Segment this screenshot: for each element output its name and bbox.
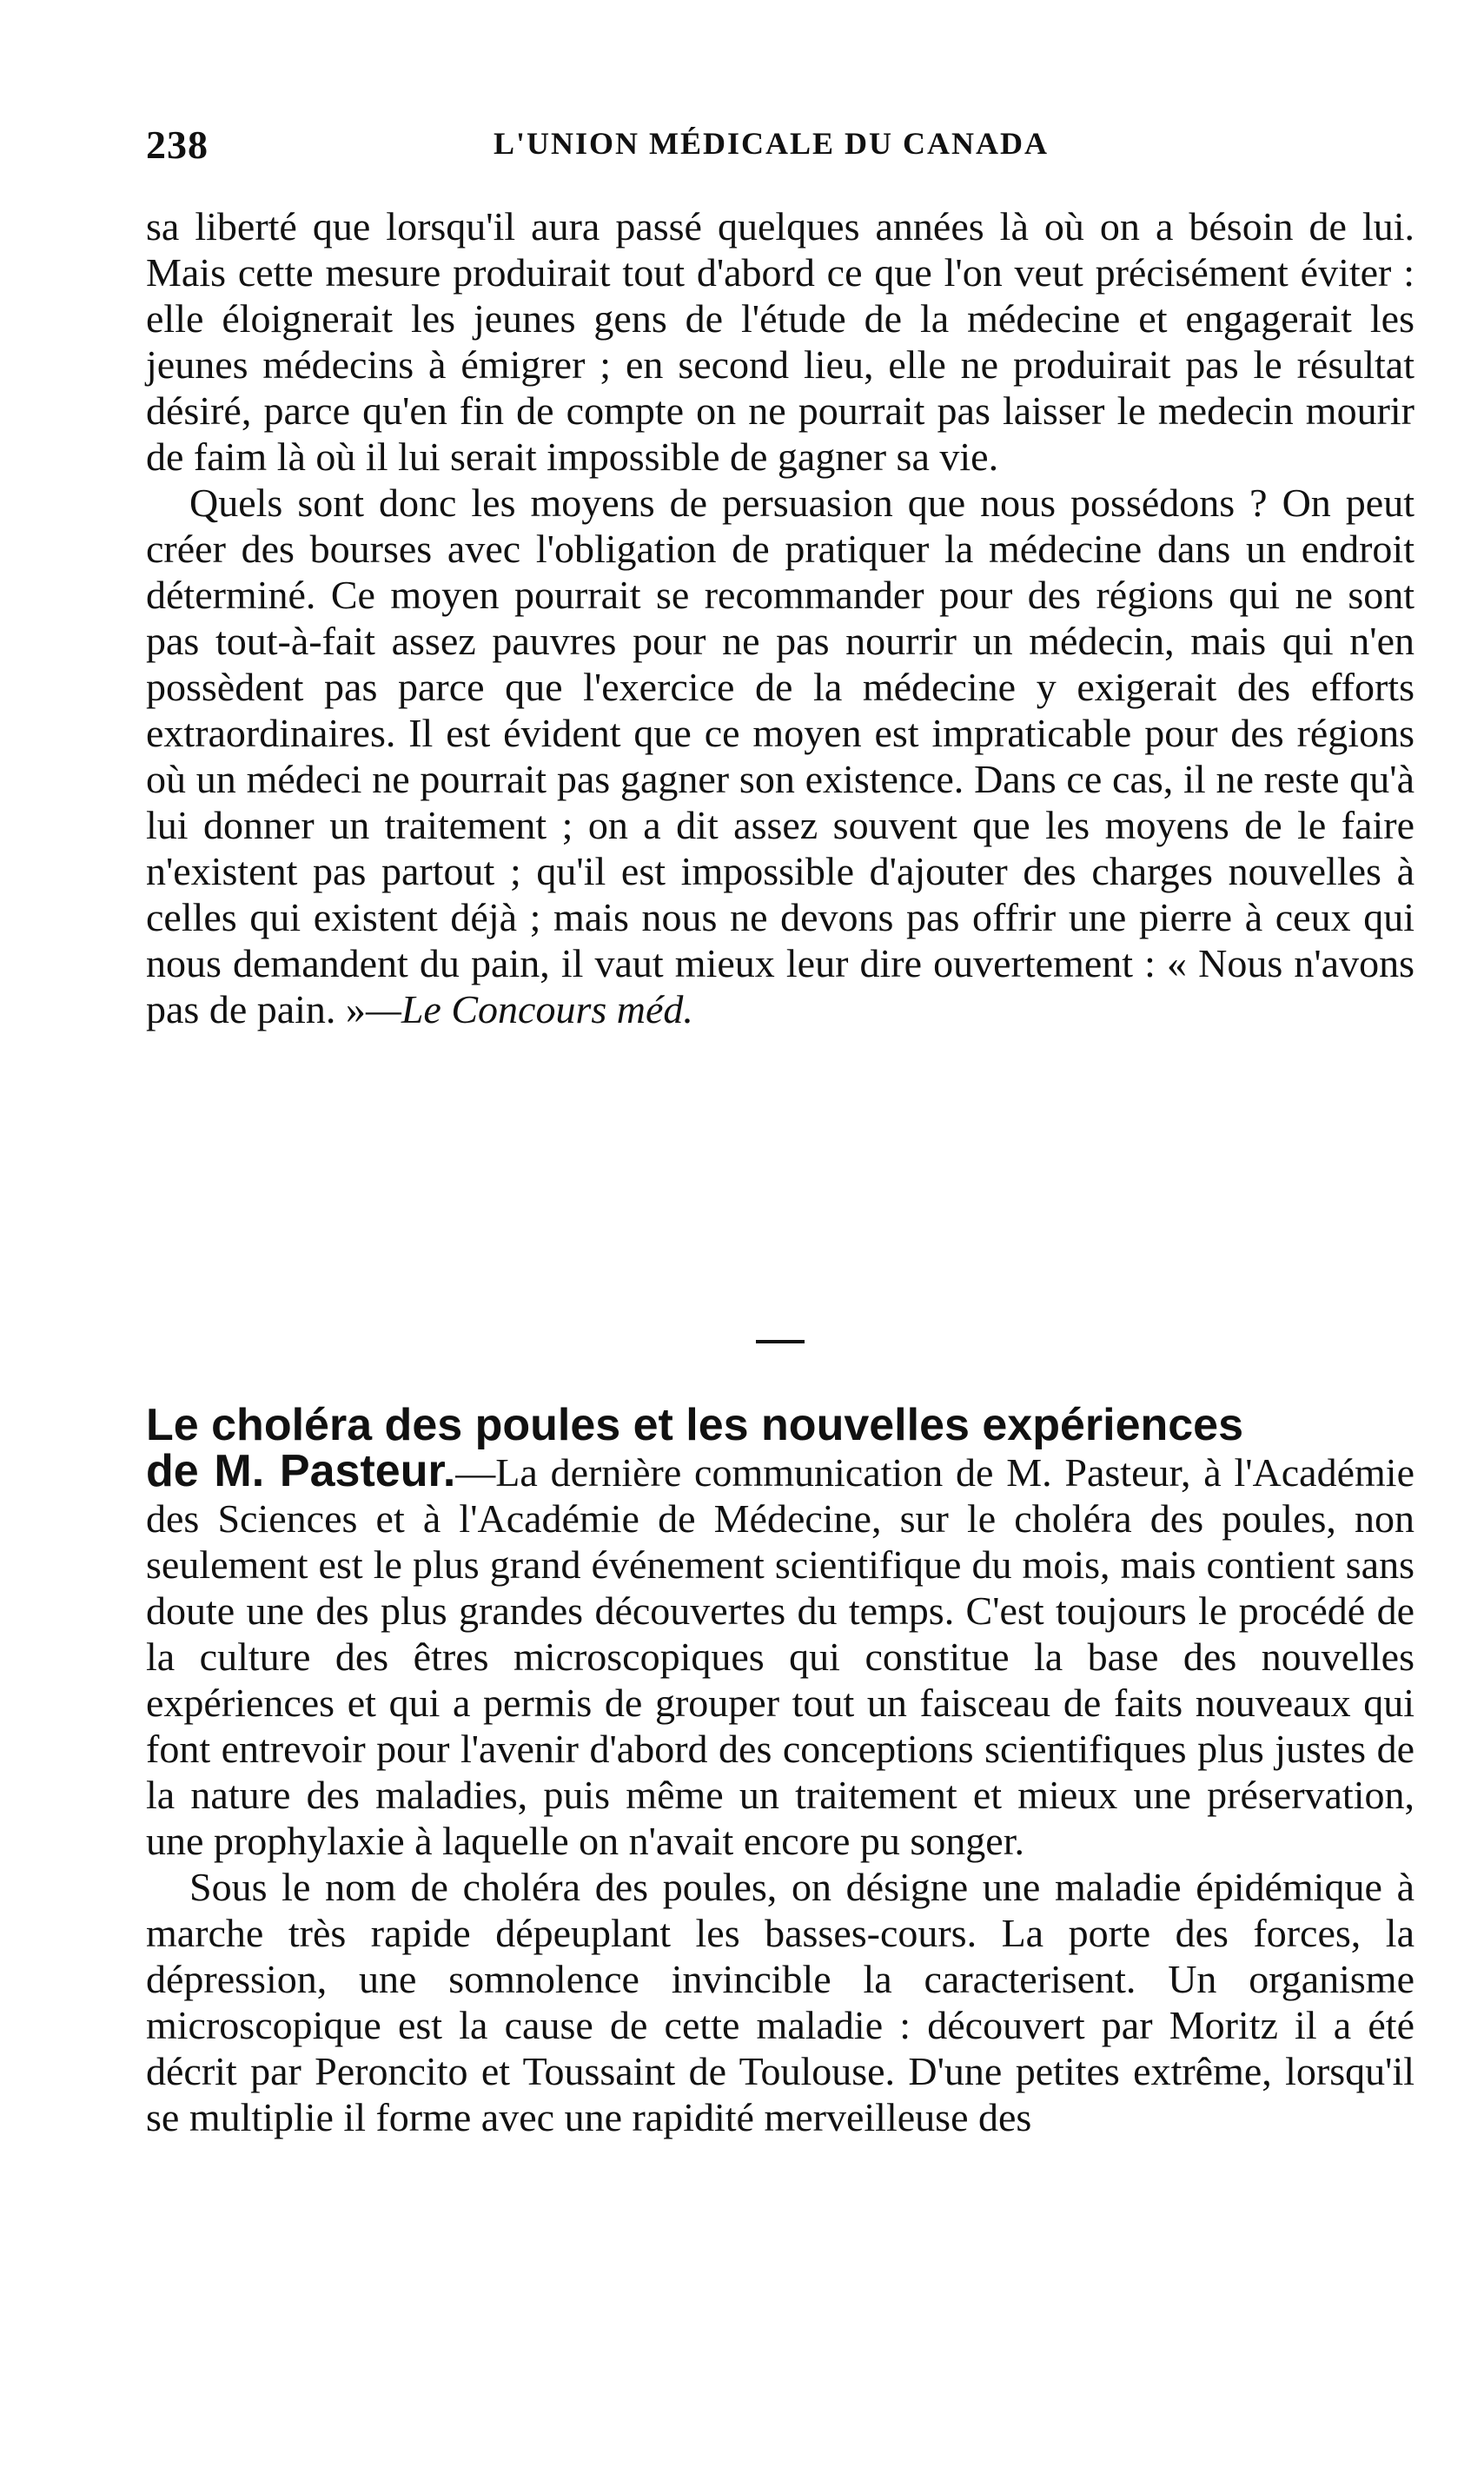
article-continuation [146,203,1414,1032]
paragraph-text: Quels sont donc les moyens de persuasion que nous possédons ? On peut créer des bourses avec l'obligation de pratiquer la médecine dans un endroit déterminé. Ce moyen pourrait se recommander pour des régions qui ne sont pas tout-à-fait assez pauvres pour ne pas nourrir un médecin, mais qui n'en possèdent pas parce que l'exercice de la médecine y exigerait des efforts extraordinaires. Il est évident que ce moyen est impraticable pour des régions où un médeci ne pourrait pas gagner son existence. Dans ce cas, il ne reste qu'à lui donner un traitement ; on a dit assez souvent que les moyens de le faire n'existent pas partout ; qu'il est impossible d'ajouter des charges nouvelles à celles qui existent déjà ; mais nous ne devons pas offrir une pierre à ceux qui nous demandent du pain, il vaut mieux leur dire ouvertement : « Nous n'avons pas de pain. » [146,481,1414,1031]
source-citation: —Le Concours méd. [365,987,693,1031]
paragraph: sa liberté que lorsqu'il aura passé quelques années là où on a bésoin de lui. Mais cette mesure produirait tout d'abord ce que l'on veut précisément éviter : elle éloignerait les jeunes gens de l'étude de la médecine et engagerait les jeunes médecins à émigrer ; en second lieu, elle ne produirait pas le résultat désiré, parce qu'en fin de compte on ne pourrait pas laisser le medecin mourir de faim là où il lui serait impossible de gagner sa vie. [146,204,1414,479]
running-head [146,122,1414,174]
paragraph [146,1402,1414,1864]
page-number: 238 [146,123,209,167]
section-divider [756,1340,805,1343]
paragraph: Sous le nom de choléra des poules, on désigne une maladie épidémique à marche très rapide dépeuplant les basses-cours. La porte des forces, la dépression, une somnolence invincible la caracterisent. Un organisme microscopique est la cause de cette maladie : découvert par Moritz il a été décrit par Peroncito et Toussaint de Toulouse. D'une petites extrême, lorsqu'il se multiplie il forme avec une rapidité merveilleuse des [146,1865,1414,2139]
article-title-line-1: Le choléra des poules et les nouvelles expériences [146,1400,1244,1450]
paragraph [146,480,1414,1032]
article-title-line-2: de M. Pasteur. [146,1446,456,1496]
paragraph-text: —La dernière communication de M. Pasteur, à l'Académie des Sciences et à l'Académie de Médecine, sur le choléra des poules, non seulement est le plus grand événement scientifique du mois, mais contient sans doute une des plus grandes découvertes du temps. C'est toujours le procédé de la culture des êtres microscopiques qui constitue la base des nouvelles expériences et qui a permis de grouper tout un faisceau de faits nouveaux qui font entrevoir pour l'avenir d'abord des conceptions scientifiques plus justes de la nature des maladies, puis même un traitement et mieux une préservation, une prophylaxie à laquelle on n'avait encore pu songer. [146,1450,1414,1863]
article-cholera [146,1402,1414,2140]
journal-title: L'UNION MÉDICALE DU CANADA [494,126,1050,161]
